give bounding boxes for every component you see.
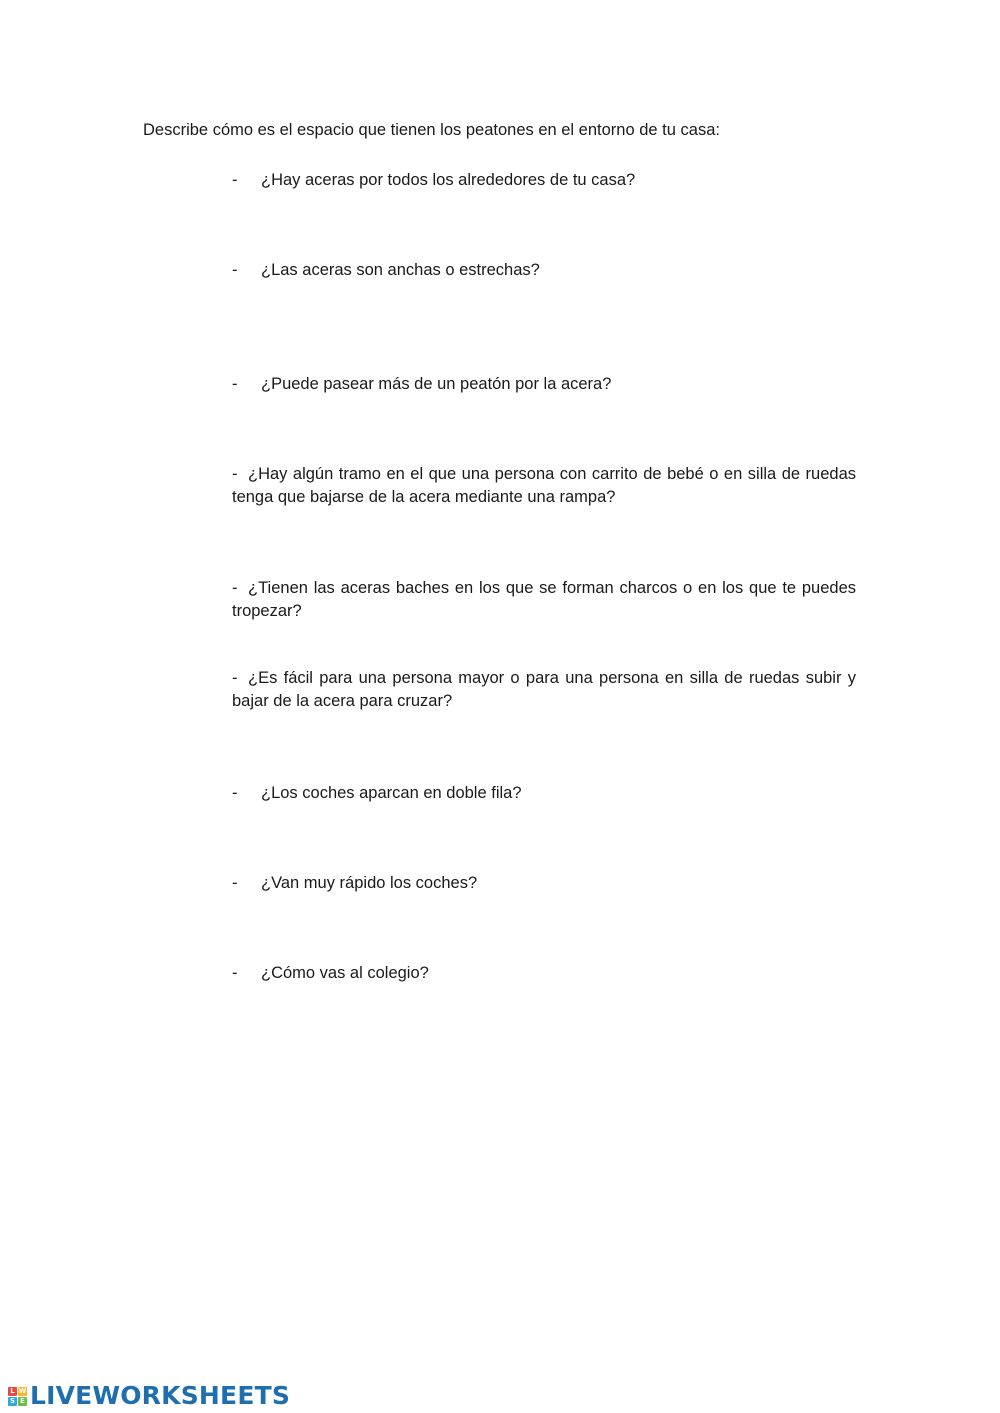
liveworksheets-logo [8, 1382, 290, 1410]
logo-block: L [8, 1387, 17, 1396]
question-text: ¿Hay algún tramo en el que una persona con carrito de bebé o en silla de ruedas tenga que bajarse de la acera mediante una rampa? [232, 465, 856, 506]
question-text: ¿Los coches aparcan en doble fila? [261, 784, 522, 802]
question-3 [232, 373, 856, 396]
question-8 [232, 872, 856, 895]
question-1 [232, 169, 856, 192]
question-5 [232, 577, 856, 622]
question-7 [232, 782, 856, 805]
dash-bullet: - [232, 261, 238, 279]
dash-bullet: - [232, 669, 238, 687]
dash-bullet: - [232, 579, 238, 597]
dash-bullet: - [232, 874, 238, 892]
question-text: ¿Cómo vas al colegio? [261, 964, 429, 982]
logo-blocks-icon [8, 1387, 27, 1406]
logo-block: E [18, 1397, 27, 1406]
question-9 [232, 962, 856, 985]
intro-text: Describe cómo es el espacio que tienen los peatones en el entorno de tu casa: [143, 121, 720, 139]
question-text: ¿Es fácil para una persona mayor o para una persona en silla de ruedas subir y bajar de la acera para cruzar? [232, 669, 856, 710]
dash-bullet: - [232, 465, 238, 483]
dash-bullet: - [232, 171, 238, 189]
dash-bullet: - [232, 375, 238, 393]
dash-bullet: - [232, 964, 238, 982]
dash-bullet: - [232, 784, 238, 802]
question-text: ¿Hay aceras por todos los alrededores de tu casa? [261, 171, 636, 189]
question-text: ¿Van muy rápido los coches? [261, 874, 478, 892]
question-text: ¿Tienen las aceras baches en los que se forman charcos o en los que te puedes tropezar? [232, 579, 856, 620]
logo-block: W [18, 1386, 27, 1395]
logo-text: LIVEWORKSHEETS [30, 1381, 291, 1410]
question-text: ¿Las aceras son anchas o estrechas? [261, 261, 540, 279]
question-4 [232, 463, 856, 508]
question-text: ¿Puede pasear más de un peatón por la acera? [261, 375, 612, 393]
question-2 [232, 259, 856, 282]
question-6 [232, 667, 856, 712]
logo-block: S [9, 1396, 16, 1405]
